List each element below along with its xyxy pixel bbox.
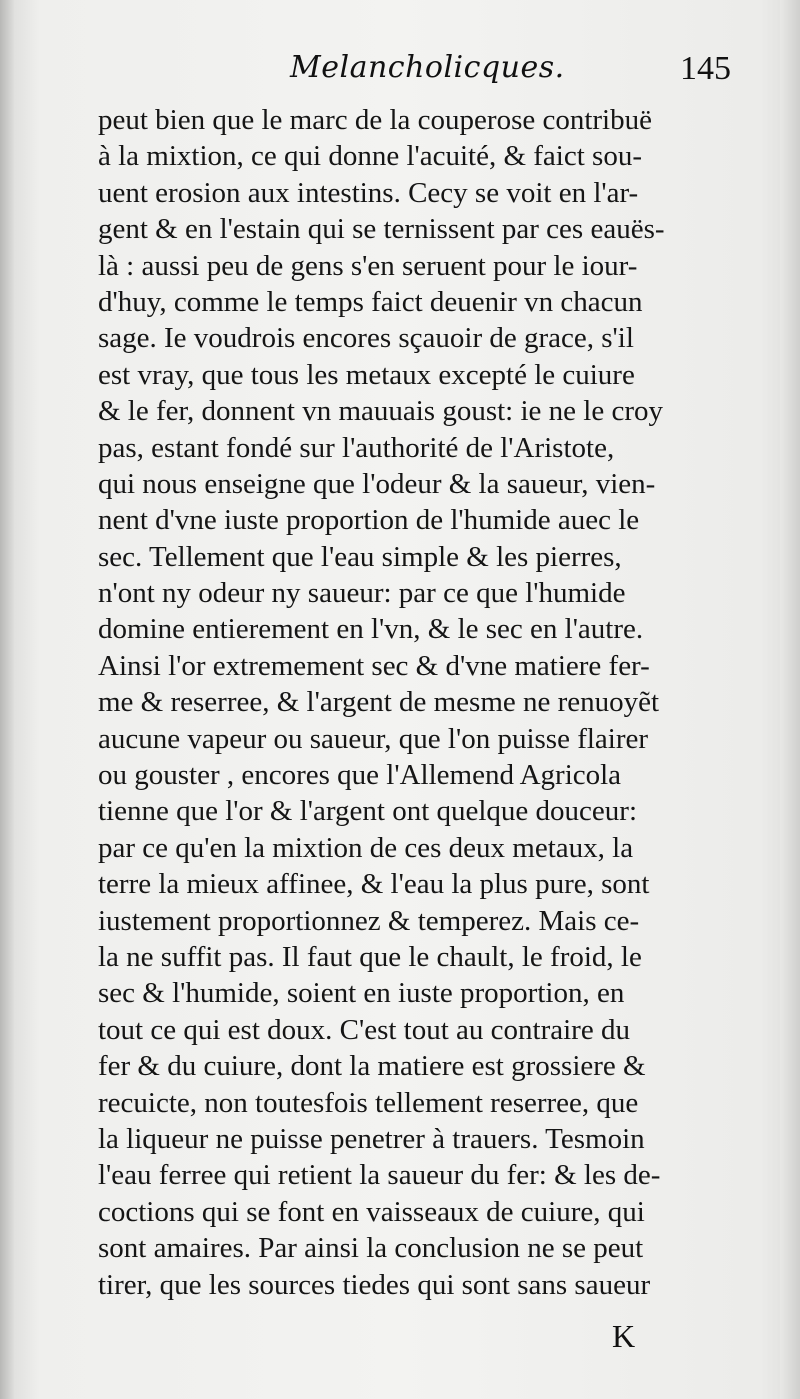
page-edge-shadow (780, 0, 800, 1399)
text-line: tienne que l'or & l'argent ont quelque douceur: (98, 795, 638, 828)
text-line: ou gouster , encores que l'Allemend Agricola (98, 759, 622, 792)
text-line: sec. Tellement que l'eau simple & les pierres, (98, 540, 622, 573)
text-line: la liqueur ne puisse penetrer à trauers. Tesmoin (98, 1122, 645, 1155)
text-line: qui nous enseigne que l'odeur & la saueur, vien- (98, 467, 656, 500)
text-line: par ce qu'en la mixtion de ces deux metaux, la (98, 831, 634, 864)
text-line: recuicte, non toutesfois tellement reserree, que (98, 1086, 639, 1119)
text-line: à la mixtion, ce qui donne l'acuité, & faict sou- (98, 140, 642, 173)
body-text (98, 102, 778, 1303)
text-line: est vray, que tous les metaux excepté le cuiure (98, 358, 635, 391)
text-line: sont amaires. Par ainsi la conclusion ne se peut (98, 1232, 644, 1265)
running-title: Melancholicques. (290, 50, 565, 85)
text-line: tirer, que les sources tiedes qui sont sans saueur (98, 1268, 651, 1301)
text-line: terre la mieux affinee, & l'eau la plus pure, sont (98, 868, 650, 901)
text-line: domine entierement en l'vn, & le sec en l'autre. (98, 613, 644, 646)
signature-mark: K (612, 1318, 636, 1354)
text-line: gent & en l'estain qui se ternissent par ces eauës- (98, 213, 665, 246)
text-line: fer & du cuiure, dont la matiere est grossiere & (98, 1050, 646, 1083)
text-line: aucune vapeur ou saueur, que l'on puisse flairer (98, 722, 649, 755)
text-line: d'huy, comme le temps faict deuenir vn chacun (98, 285, 643, 318)
text-line: uent erosion aux intestins. Cecy se voit en l'ar- (98, 176, 639, 209)
text-line: n'ont ny odeur ny saueur: par ce que l'humide (98, 577, 626, 610)
text-line: me & reserree, & l'argent de mesme ne renuoyẽt (98, 686, 660, 719)
text-line: la ne suffit pas. Il faut que le chault, le froid, le (98, 940, 642, 973)
page-gutter-shadow (0, 0, 14, 1399)
text-line: Ainsi l'or extremement sec & d'vne matiere fer- (98, 649, 650, 682)
text-line: nent d'vne iuste proportion de l'humide auec le (98, 504, 640, 537)
text-line: iustement proportionnez & temperez. Mais ce- (98, 904, 640, 937)
text-line: pas, estant fondé sur l'authorité de l'Aristote, (98, 431, 615, 464)
text-line: peut bien que le marc de la couperose contribuë (98, 104, 652, 136)
text-line: & le fer, donnent vn mauuais goust: ie ne le croy (98, 395, 663, 428)
text-line: sec & l'humide, soient en iuste proportion, en (98, 977, 625, 1010)
text-line: l'eau ferree qui retient la saueur du fer: & les de- (98, 1159, 661, 1192)
page-number: 145 (680, 50, 731, 87)
text-line: coctions qui se font en vaisseaux de cuiure, qui (98, 1195, 645, 1228)
text-line: là : aussi peu de gens s'en seruent pour le iour- (98, 249, 638, 282)
text-line: sage. Ie voudrois encores sçauoir de grace, s'il (98, 322, 634, 355)
text-line: tout ce qui est doux. C'est tout au contraire du (98, 1013, 630, 1046)
